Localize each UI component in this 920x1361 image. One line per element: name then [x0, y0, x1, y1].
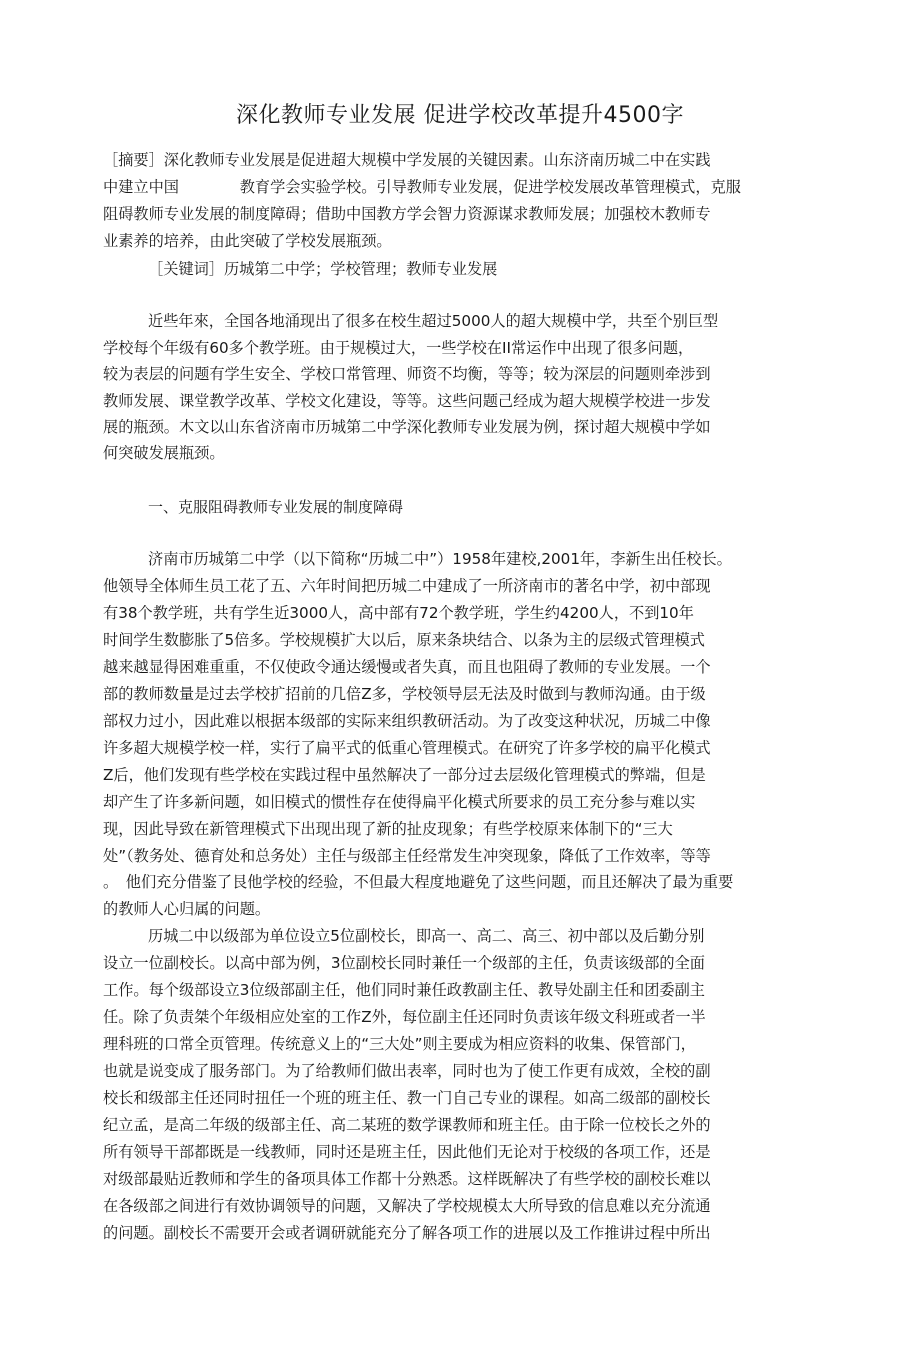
paragraph-line: 有38个教学班，共有学生近3000人，高中部有72个教学班，学生约4200人，不到10年	[103, 604, 694, 622]
paragraph-line: 。 他们充分借鉴了艮他学校的经验，不但最大程度地避免了这些问题，而且还解决了最为重要	[103, 873, 734, 891]
abstract-line: 中建立中国 教育学会实验学校。引导教师专业发展，促进学校发展改革管理模式，克服	[103, 178, 741, 196]
paragraph-line: 纪立孟，是高二年级的级部主任、高二某班的数学课教师和班主任。由于除一位校长之外的	[103, 1116, 711, 1134]
paragraph-line: 设立一位副校长。以高中部为例，3位副校长同时兼任一个级部的主任，负责该级部的全面	[103, 954, 705, 972]
paragraph-line: 历城二中以级部为单位设立5位副校长，即高一、高二、高三、初中部以及后勤分别	[148, 927, 705, 945]
keywords: ［关键词］历城第二中学；学校管理；教师专业发展	[148, 260, 498, 278]
paragraph-line: 却产生了许多新问题，如旧模式的惯性存在使得扁平化模式所要求的员工充分参与难以实	[103, 793, 696, 811]
paragraph-line: 较为表层的问题有学生安全、学校口常管理、师资不均衡，等等；较为深层的问题则牵涉到	[103, 365, 711, 383]
abstract-line: 业素养的培养，由此突破了学校发展瓶颈。	[103, 232, 392, 250]
paragraph-line: 他领导全体师生员工花了五、六年时间把历城二中建成了一所济南市的著名中学，初中部现	[103, 577, 711, 595]
section-heading: 一、克服阻碍教师专业发展的制度障碍	[148, 498, 404, 516]
paragraph-line: 的教师人心归属的问题。	[103, 900, 271, 918]
abstract-line: 阻碍教师专业发展的制度障碍；借助中国教方学会智力资源谋求教师发展；加强校木教师专	[103, 205, 711, 223]
paragraph-line: 工作。每个级部设立3位级部副主任，他们同时兼任政教副主任、教导处副主任和团委副主	[103, 981, 705, 999]
paragraph-line: 展的瓶颈。木文以山东省济南市历城第二中学深化教师专业发展为例，探讨超大规模中学如	[103, 418, 711, 436]
paragraph-line: 也就是说变成了服务部门。为了给教师们做出表率，同时也为了使工作更有成效，全校的副	[103, 1062, 711, 1080]
abstract-line: ［摘要］深化教师专业发展是促进超大规模中学发展的关键因素。山东济南历城二中在实践	[103, 151, 711, 169]
paragraph-line: 许多超大规模学校一样，实行了扁平式的低重心管理模式。在研究了许多学校的扁平化模式	[103, 739, 711, 757]
paragraph-line: 所有领导干部都既是一线教师，同时还是班主任，因此他们无论对于校级的各项工作，还是	[103, 1143, 711, 1161]
paragraph-line: 时间学生数膨胀了5倍多。学校规模扩大以后，原来条块结合、以条为主的层级式管理模式	[103, 631, 705, 649]
paragraph-line: 近些年來，全国各地涌现出了很多在校生超过5000人的超大规模中学，共至个别巨型	[148, 312, 719, 330]
paragraph-line: Z后，他们发现有些学校在实践过程中虽然解决了一部分过去层级化管理模式的弊端，但是	[103, 766, 706, 784]
paragraph-line: 对级部最贴近教师和学生的备项具体工作都十分熟悉。这样既解决了有些学校的副校长难以	[103, 1170, 711, 1188]
paragraph-line: 任。除了负责桀个年级相应处室的工作Z外，每位副主任还同时负责该年级文科班或者一半	[103, 1008, 706, 1026]
paragraph-line: 越来越显得困难重重，不仅使政令通达缓慢或者失真，而且也阻碍了教师的专业发展。一个	[103, 658, 711, 676]
paragraph-line: 校长和级部主任还同时扭任一个班的班主任、教一门自己专业的课程。如高二级部的副校长	[103, 1089, 711, 1107]
paragraph-line: 部权力过小，因此难以根据本级部的实际来组织教研活动。为了改变这种状况，历城二中像	[103, 712, 711, 730]
paragraph-line: 部的教师数量是过去学校扩招前的几倍Z多，学校领导层无法及时做到与教师沟通。由于级	[103, 685, 706, 703]
paragraph-line: 学校每个年级有60多个教学班。由于规模过大，一些学校在II常运作中出现了很多问题，	[103, 339, 694, 357]
document-title: 深化教师专业发展 促进学校改革提升4500字	[236, 103, 684, 128]
paragraph-line: 济南市历城第二中学（以下简称“历城二中”）1958年建校,2001年，李新生出任校长。	[148, 550, 732, 568]
paragraph-line: 处”（教务处、德育处和总务处）主任与级部主任经常发生冲突现象，降低了工作效率，等等	[103, 847, 711, 865]
paragraph-line: 何突破发展瓶颈。	[103, 444, 225, 462]
paragraph-line: 理科班的口常全页管理。传统意义上的“三大处”则主要成为相应资料的收集、保管部门，	[103, 1035, 696, 1053]
paragraph-line: 的问题。副校长不需要开会或者调研就能充分了解各项工作的进展以及工作推讲过程中所出	[103, 1224, 711, 1242]
paragraph-line: 现，因此导致在新管理模式下出现出现了新的扯皮现象；有些学校原来体制下的“三大	[103, 820, 673, 838]
paragraph-line: 教师发展、课堂教学改革、学校文化建设，等等。这些问题己经成为超大规模学校进一步发	[103, 392, 711, 410]
paragraph-line: 在各级部之间进行有效协调领导的问题，又解决了学校规模太大所导致的信息难以充分流通	[103, 1197, 711, 1215]
